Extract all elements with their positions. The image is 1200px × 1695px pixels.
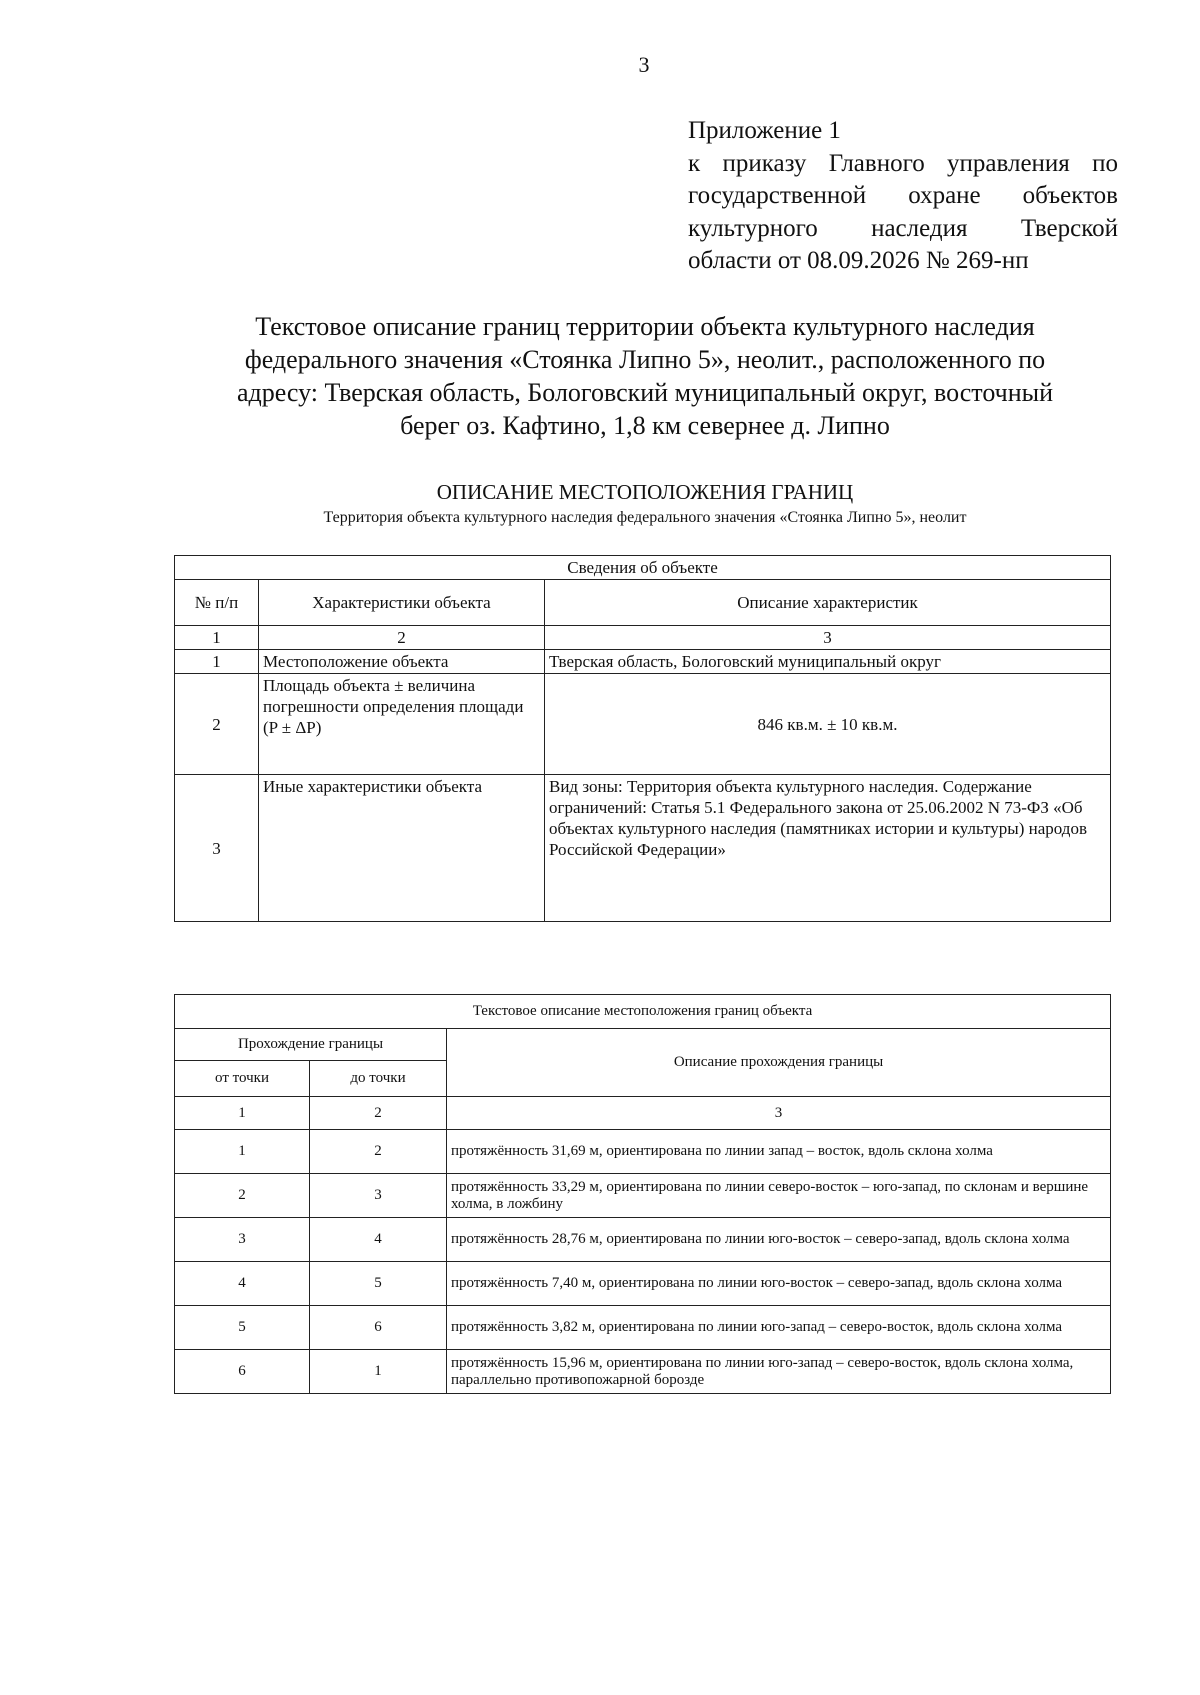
- segment-description: протяжённость 3,82 м, ориентирована по линии юго-запад – северо-восток, вдоль склона холма: [447, 1306, 1111, 1350]
- table-row: [175, 1130, 1111, 1174]
- to-point: 5: [310, 1262, 447, 1306]
- row-characteristic: Иные характеристики объекта: [259, 775, 545, 922]
- table-row: [175, 674, 1111, 775]
- page-number: 3: [638, 52, 650, 77]
- table-row: [175, 1306, 1111, 1350]
- row-number: 2: [175, 674, 259, 775]
- index-cell-2: 2: [259, 626, 545, 650]
- header-to-point: до точки: [310, 1061, 447, 1097]
- index-cell-2: 2: [310, 1097, 447, 1130]
- to-point: 3: [310, 1174, 447, 1218]
- from-point: 6: [175, 1350, 310, 1394]
- index-cell-3: 3: [447, 1097, 1111, 1130]
- table-row: [175, 650, 1111, 674]
- to-point: 6: [310, 1306, 447, 1350]
- section-subtitle: Территория объекта культурного наследия федерального значения «Стоянка Липно 5», неолит: [323, 509, 967, 526]
- table-row: [175, 1262, 1111, 1306]
- appendix-line-1: Приложение 1: [688, 117, 841, 144]
- index-cell-1: 1: [175, 626, 259, 650]
- title-line-1: Текстовое описание границ территории объекта культурного наследия: [255, 312, 1035, 341]
- appendix-line-3: государственной охране объектов: [688, 182, 1118, 209]
- table-row: [175, 1218, 1111, 1262]
- row-number: 3: [175, 775, 259, 922]
- title-line-2: федерального значения «Стоянка Липно 5», неолит., расположенного по: [244, 345, 1046, 374]
- row-description: Вид зоны: Территория объекта культурного наследия. Содержание ограничений: Статья 5.1 Федерального закона от 25.06.2002 N 73-ФЗ «Об объектах культурного наследия (памятниках истории и культуры) народов Российской Федерации»: [545, 775, 1111, 922]
- header-passage: Прохождение границы: [175, 1029, 447, 1061]
- header-num: № п/п: [175, 580, 259, 626]
- header-description: Описание характеристик: [545, 580, 1111, 626]
- table-row: [175, 1350, 1111, 1394]
- segment-description: протяжённость 33,29 м, ориентирована по линии северо-восток – юго-запад, по склонам и вершине холма, в ложбину: [447, 1174, 1111, 1218]
- appendix-line-5: области от 08.09.2026 № 269-нп: [688, 247, 1029, 274]
- from-point: 4: [175, 1262, 310, 1306]
- appendix-line-2: к приказу Главного управления по: [688, 149, 1118, 177]
- row-description: 846 кв.м. ± 10 кв.м.: [545, 674, 1111, 775]
- segment-description: протяжённость 7,40 м, ориентирована по линии юго-восток – северо-запад, вдоль склона холма: [447, 1262, 1111, 1306]
- row-characteristic: Площадь объекта ± величина погрешности определения площади (P ± ΔP): [259, 674, 545, 775]
- from-point: 5: [175, 1306, 310, 1350]
- segment-description: протяжённость 31,69 м, ориентирована по линии запад – восток, вдоль склона холма: [447, 1130, 1111, 1174]
- segment-description: протяжённость 28,76 м, ориентирована по линии юго-восток – северо-запад, вдоль склона холма: [447, 1218, 1111, 1262]
- to-point: 4: [310, 1218, 447, 1262]
- header-from-point: от точки: [175, 1061, 310, 1097]
- border-description-table: [174, 994, 1111, 1394]
- header-characteristics: Характеристики объекта: [259, 580, 545, 626]
- appendix-line-4: культурного наследия Тверской: [688, 214, 1118, 242]
- row-description: Тверская область, Бологовский муниципальный округ: [545, 650, 1111, 674]
- title-line-4: берег оз. Кафтино, 1,8 км севернее д. Липно: [400, 411, 890, 440]
- from-point: 2: [175, 1174, 310, 1218]
- row-characteristic: Местоположение объекта: [259, 650, 545, 674]
- object-table-caption: Сведения об объекте: [175, 556, 1111, 580]
- segment-description: протяжённость 15,96 м, ориентирована по линии юго-запад – северо-восток, вдоль склона холма, параллельно противопожарной борозде: [447, 1350, 1111, 1394]
- row-number: 1: [175, 650, 259, 674]
- object-info-table: [174, 555, 1111, 922]
- table-row: [175, 1174, 1111, 1218]
- table-row: [175, 775, 1111, 922]
- from-point: 1: [175, 1130, 310, 1174]
- to-point: 2: [310, 1130, 447, 1174]
- index-cell-1: 1: [175, 1097, 310, 1130]
- appendix-header: [688, 115, 1118, 278]
- index-cell-3: 3: [545, 626, 1111, 650]
- to-point: 1: [310, 1350, 447, 1394]
- section-title: ОПИСАНИЕ МЕСТОПОЛОЖЕНИЯ ГРАНИЦ: [436, 480, 854, 504]
- border-table-caption: Текстовое описание местоположения границ объекта: [175, 995, 1111, 1029]
- from-point: 3: [175, 1218, 310, 1262]
- header-border-description: Описание прохождения границы: [447, 1029, 1111, 1097]
- title-line-3: адресу: Тверская область, Бологовский муниципальный округ, восточный: [236, 378, 1054, 407]
- document-title: [170, 310, 1120, 442]
